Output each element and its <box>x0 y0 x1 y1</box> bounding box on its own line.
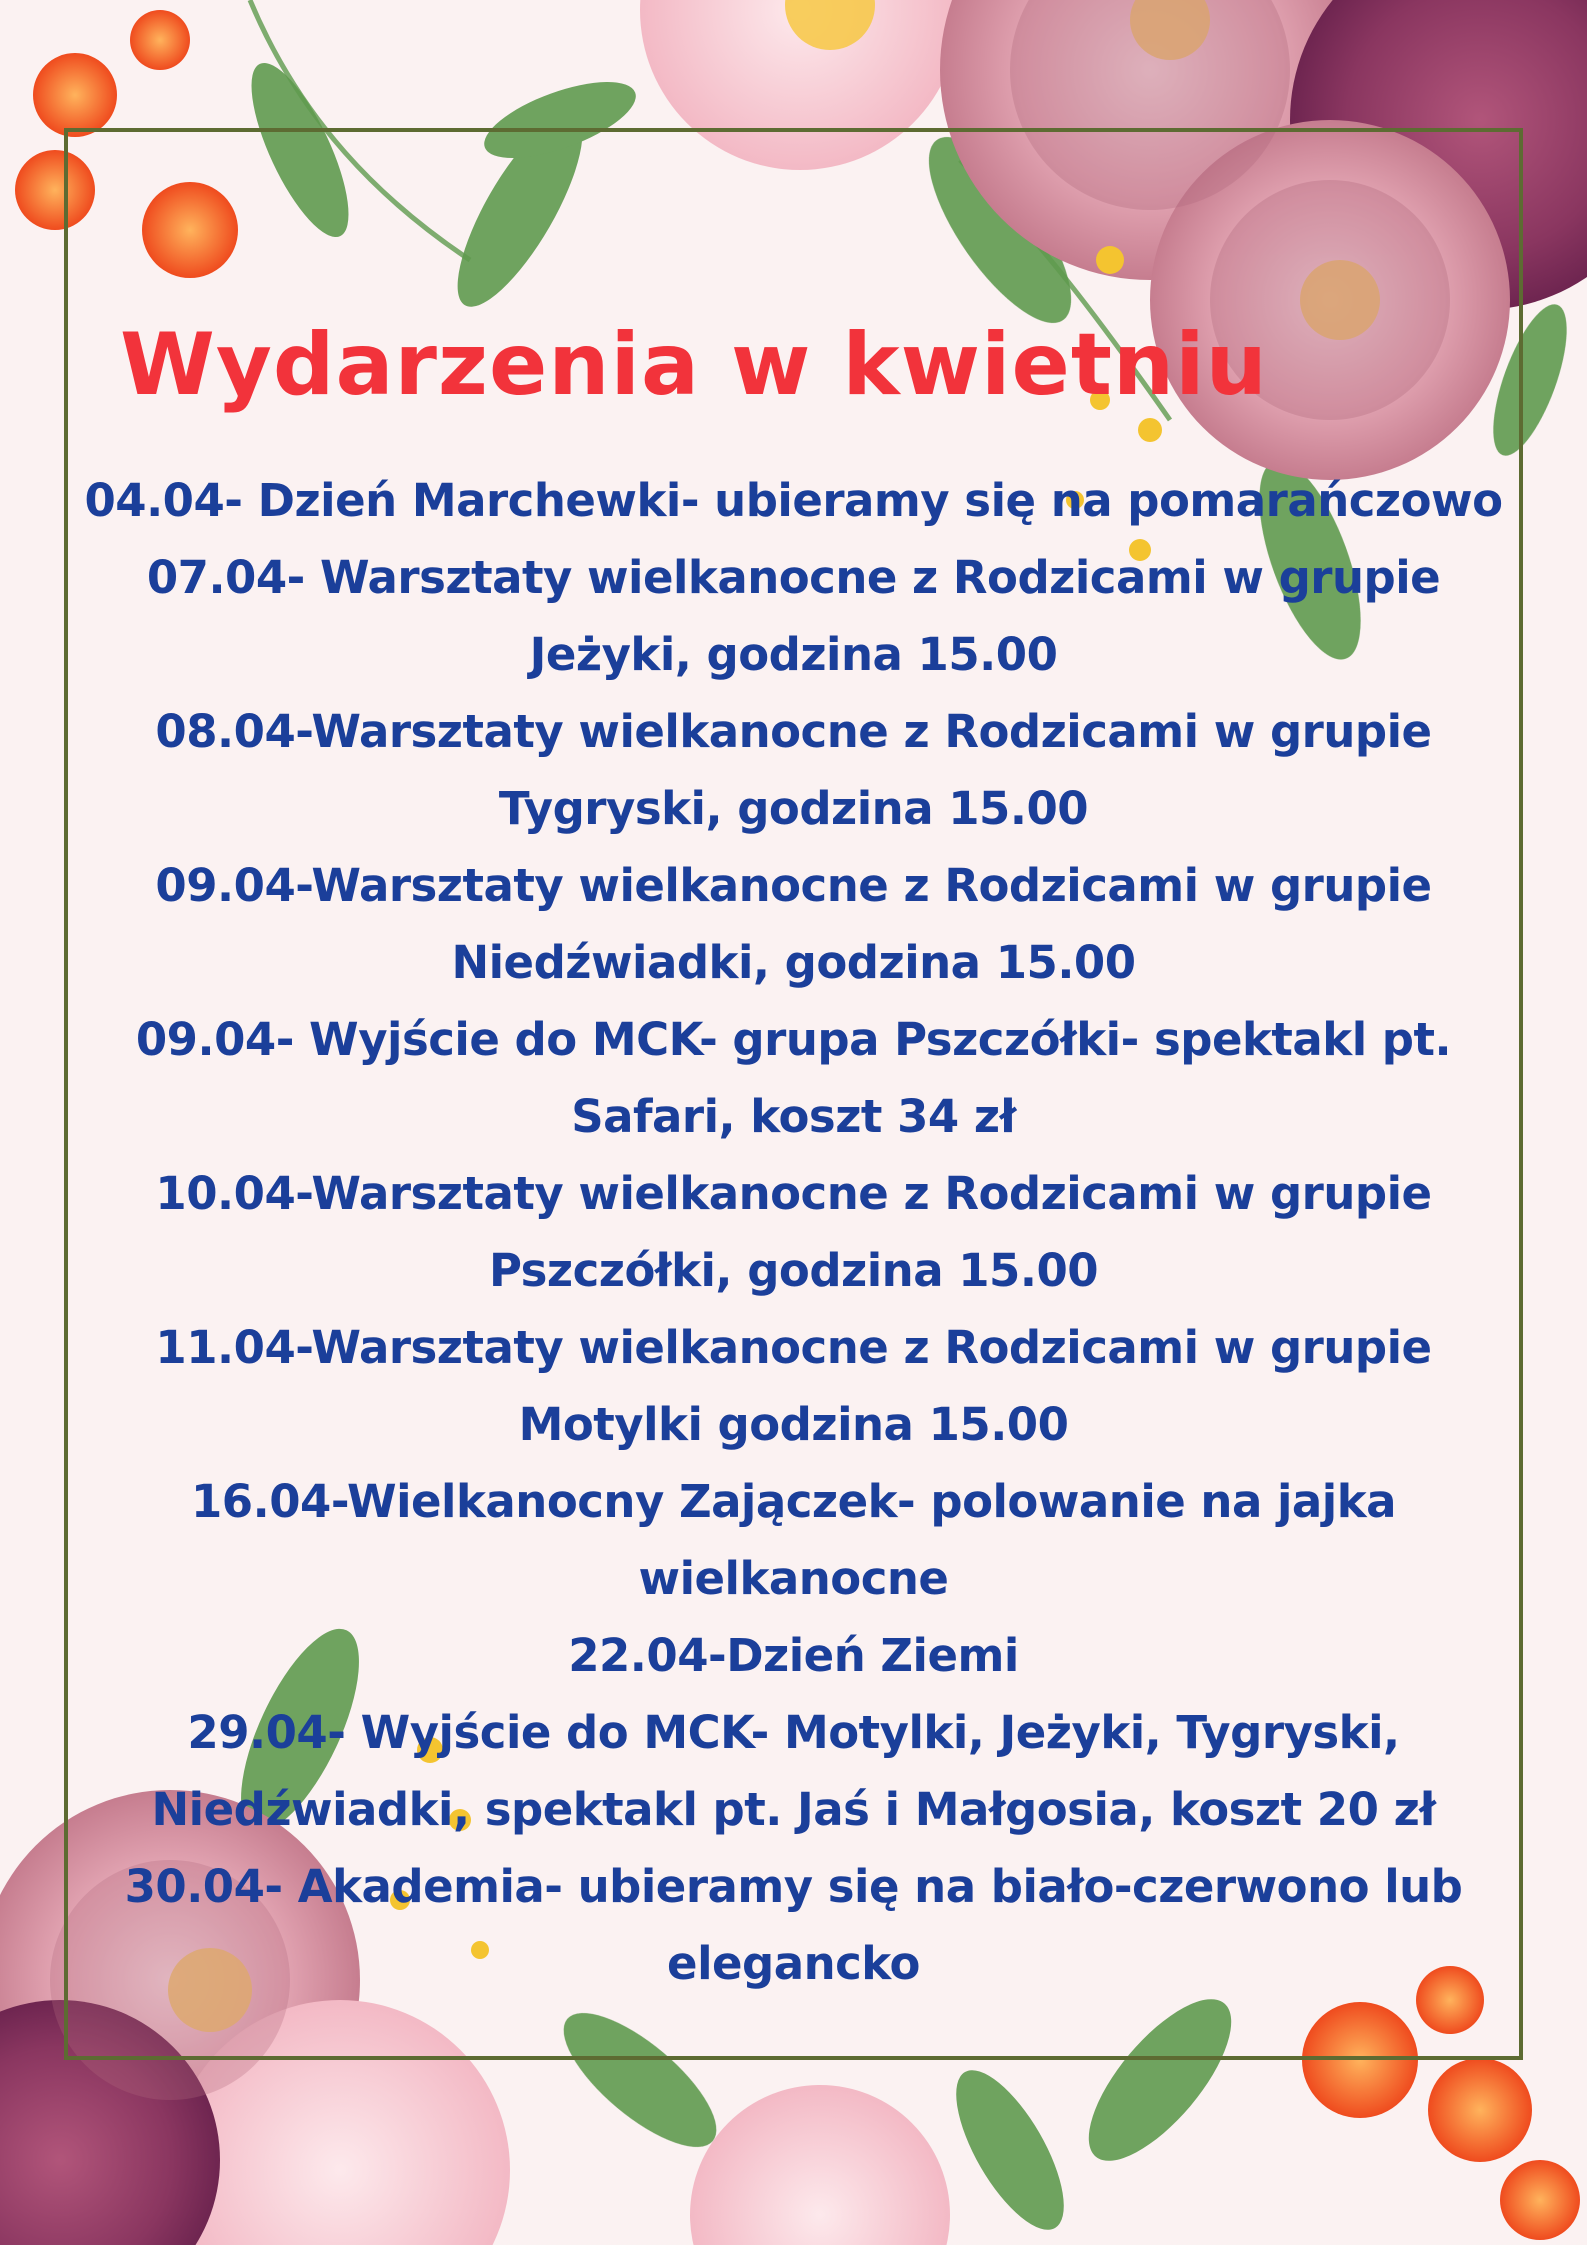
event-item: 29.04- Wyjście do MCK- Motylki, Jeżyki, Tygryski, Niedźwiadki, spektakl pt. Jaś i Małgosia, koszt 20 zł <box>151 1706 1436 1836</box>
event-item: 22.04-Dzień Ziemi <box>568 1629 1019 1682</box>
event-item: 08.04-Warsztaty wielkanocne z Rodzicami w grupie Tygryski, godzina 15.00 <box>155 705 1432 835</box>
page-title: Wydarzenia w kwietniu <box>120 315 1268 415</box>
event-item: 16.04-Wielkanocny Zajączek- polowanie na jajka wielkanocne <box>190 1475 1397 1605</box>
event-item: 30.04- Akademia- ubieramy się na biało-czerwono lub elegancko <box>124 1860 1463 1990</box>
event-item: 09.04- Wyjście do MCK- grupa Pszczółki- spektakl pt. Safari, koszt 34 zł <box>135 1013 1452 1143</box>
event-item: 07.04- Warsztaty wielkanocne z Rodzicami w grupie Jeżyki, godzina 15.00 <box>146 551 1441 681</box>
event-item: 09.04-Warsztaty wielkanocne z Rodzicami w grupie Niedźwiadki, godzina 15.00 <box>155 859 1432 989</box>
event-item: 11.04-Warsztaty wielkanocne z Rodzicami w grupie Motylki godzina 15.00 <box>155 1321 1432 1451</box>
event-item: 04.04- Dzień Marchewki- ubieramy się na pomarańczowo <box>84 474 1503 527</box>
event-item: 10.04-Warsztaty wielkanocne z Rodzicami w grupie Pszczółki, godzina 15.00 <box>155 1167 1432 1297</box>
events-list <box>80 462 1507 2002</box>
